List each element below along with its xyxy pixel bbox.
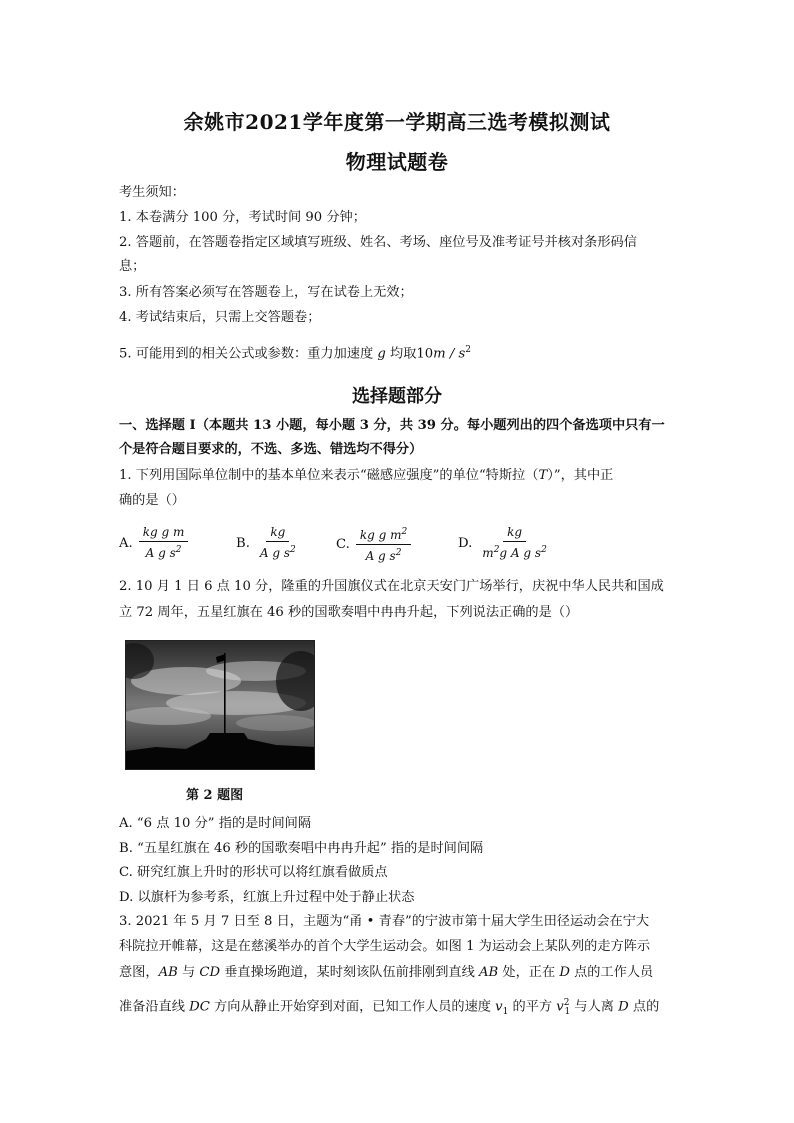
section-intro: 一、选择题 I（本题共 13 小题，每小题 3 分，共 39 分。每小题列出的四个备选项中只有一 [119, 418, 665, 433]
q1-option-c-den-exp: 2 [395, 548, 402, 558]
q1-option-b-label: B. [236, 535, 250, 551]
q1-option-c-fraction [356, 525, 411, 564]
q1-option-d-numerator: kg [503, 525, 526, 542]
q3-text-f: 准备沿直线 [119, 999, 190, 1015]
q3-text-d: 处，正在 [498, 965, 560, 980]
q1-option-a-denominator [142, 542, 186, 561]
q1-option-d-den-m: m [482, 546, 494, 560]
q1-stem [119, 467, 679, 485]
paper-subtitle: 物理试题卷 [345, 150, 449, 174]
notice-item-5-pre: 5. 可能用到的相关公式或参数：重力加速度 [119, 346, 374, 362]
notice-item-1: 1. 本卷满分 100 分，考试时间 90 分钟； [119, 210, 366, 225]
q1-option-c-num-exp: 2 [401, 527, 408, 537]
q3-text-b: 与 [177, 965, 200, 980]
q1-option-c-num-text: kg g m [359, 528, 402, 542]
q1-option-b-denominator [256, 542, 300, 561]
q2-option-c: C. 研究红旗上升时的形状可以将红旗看做质点 [119, 865, 388, 880]
velocity-symbol: v [495, 999, 503, 1015]
q1-option-a-den-exp: 2 [175, 545, 182, 555]
q2-option-a: A. “6 点 10 分” 指的是时间间隔 [119, 816, 312, 831]
velocity-subscript: 1 [502, 1007, 509, 1018]
gravity-symbol: g [377, 346, 386, 362]
q1-option-a-den-text: A g s [145, 546, 176, 560]
q3-text-j: 点的 [628, 999, 660, 1015]
q1-option-d-den-m-exp: 2 [493, 545, 500, 555]
flag-silhouette-image [126, 641, 314, 769]
velocity-squared-exp: 2 [563, 998, 570, 1008]
q1-option-c-denominator [362, 545, 406, 564]
notice-item-2: 2. 答题前，在答题卷指定区域填写班级、姓名、考场、座位号及准考证号并核对条形码信 [119, 235, 637, 250]
gravity-value: 10 [416, 346, 434, 362]
q1-option-d-den-text: g A g s [499, 546, 542, 560]
q1-option-c [336, 525, 411, 564]
q1-option-a [119, 525, 188, 561]
notice-item-5 [119, 341, 679, 363]
gravity-unit-exp: 2 [465, 345, 472, 355]
q1-option-d [458, 525, 551, 561]
q1-option-d-den-exp: 2 [541, 545, 547, 555]
segment-ab-2: AB [478, 965, 499, 980]
notice-item-3: 3. 所有答案必须写在答题卷上，写在试卷上无效； [119, 285, 413, 300]
q3-text-h: 的平方 [508, 999, 557, 1015]
gravity-unit: m / s [433, 346, 466, 362]
point-d: D [559, 965, 570, 980]
q3-stem-2: 科院拉开帷幕，这是在慈溪举办的首个大学生运动会。如图 1 为运动会上某队列的走方阵示 [119, 939, 651, 954]
q2-stem-cont: 立 72 周年，五星红旗在 46 秒的国歌奏唱中冉冉升起，下列说法正确的是（） [119, 605, 579, 620]
q1-option-c-numerator [356, 525, 411, 545]
q3-text-a: 意图， [119, 965, 159, 980]
tesla-symbol: T [538, 468, 548, 483]
q1-option-b-den-exp: 2 [290, 545, 296, 555]
q1-option-b-fraction [256, 525, 300, 561]
q1-stem-post: ）”，其中正 [547, 468, 614, 483]
q1-stem-cont: 确的是（） [119, 493, 185, 508]
section-title: 选择题部分 [352, 386, 442, 407]
velocity-squared-subscript: 1 [564, 1007, 571, 1018]
q1-option-a-label: A. [119, 535, 133, 551]
q2-option-d: D. 以旗杆为参考系，红旗上升过程中处于静止状态 [119, 890, 415, 905]
flag-raising-photo [125, 640, 315, 770]
q1-option-a-numerator: kg g m [139, 525, 189, 542]
notice-item-2-cont: 息； [119, 259, 146, 274]
q1-stem-pre: 1. 下列用国际单位制中的基本单位来表示“磁感应强度”的单位“特斯拉（ [119, 468, 539, 483]
q1-option-d-label: D. [458, 535, 473, 551]
q1-option-d-fraction [478, 525, 551, 561]
notice-heading: 考生须知： [119, 185, 185, 200]
segment-ab: AB [158, 965, 178, 980]
q3-text-c: 垂直操场跑道，某时刻该队伍前排刚到直线 [220, 965, 479, 980]
figure-caption: 第 2 题图 [186, 788, 244, 803]
q2-stem: 2. 10 月 1 日 6 点 10 分，隆重的升国旗仪式在北京天安门广场举行，庆祝中华人民共和国成 [119, 579, 664, 594]
q3-text-e: 点的工作人员 [569, 965, 654, 980]
section-intro-cont: 个是符合题目要求的，不选、多选、错选均不得分） [119, 442, 423, 457]
segment-cd: CD [199, 965, 221, 980]
q1-option-b [236, 525, 300, 561]
notice-item-5-mid: 均取 [390, 346, 417, 362]
q3-stem: 3. 2021 年 5 月 7 日至 8 日，主题为“甬 • 青春”的宁波市第十届大学生田径运动会在宁大 [119, 914, 650, 929]
q2-option-b: B. “五星红旗在 46 秒的国歌奏唱中冉冉升起” 指的是时间间隔 [119, 841, 484, 856]
q3-stem-3 [119, 964, 679, 982]
point-d-2: D [618, 999, 629, 1015]
q1-option-b-den-text: A g s [259, 546, 291, 560]
q3-stem-4 [119, 994, 679, 1021]
notice-item-4: 4. 考试结束后，只需上交答题卷； [119, 310, 321, 325]
q1-option-d-denominator [478, 542, 551, 561]
q1-option-c-label: C. [336, 537, 350, 552]
exam-title: 余姚市2021学年度第一学期高三选考模拟测试 [183, 110, 611, 134]
q1-option-c-den-text: A g s [365, 549, 396, 563]
q1-option-a-fraction [139, 525, 189, 561]
q1-option-b-numerator: kg [266, 525, 289, 542]
q3-text-g: 方向从静止开始穿到对面，已知工作人员的速度 [209, 999, 496, 1015]
q3-text-i: 与人离 [570, 999, 619, 1015]
segment-dc: DC [189, 999, 210, 1015]
velocity-squared-symbol: v [556, 999, 564, 1015]
